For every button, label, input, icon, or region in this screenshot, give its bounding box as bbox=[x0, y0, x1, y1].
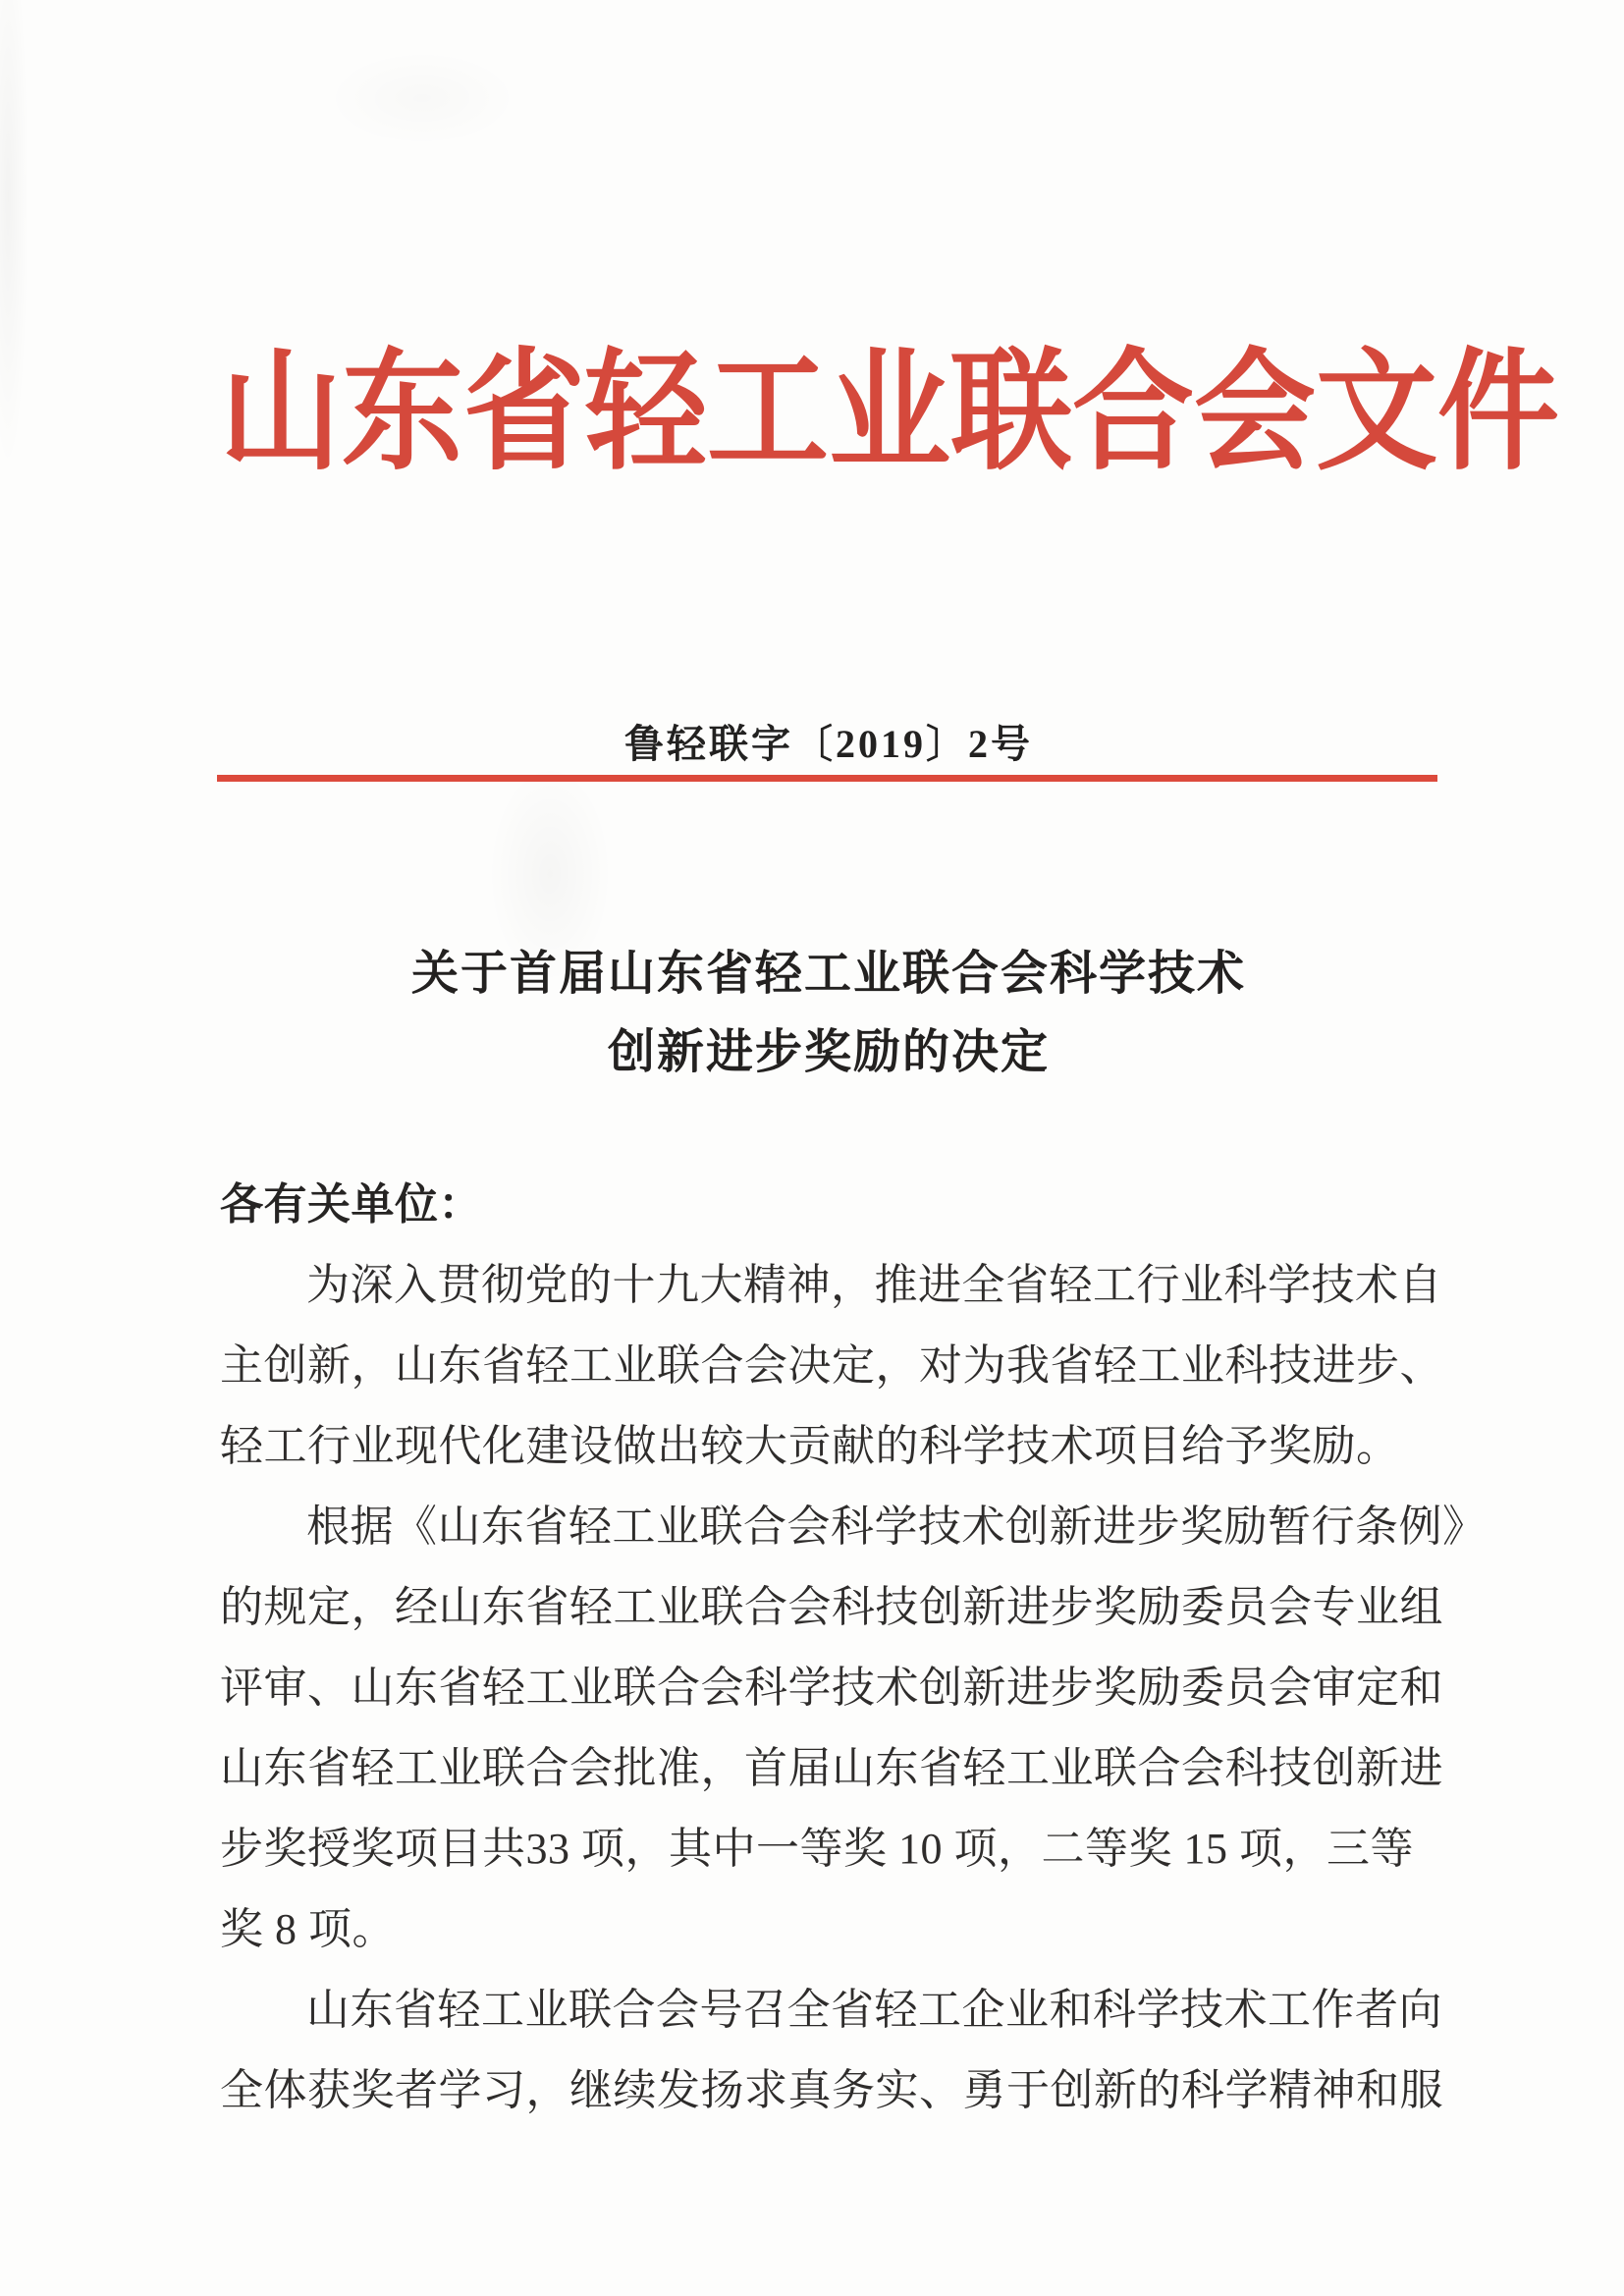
body-line: 主创新，山东省轻工业联合会决定，对为我省轻工业科技进步、 bbox=[220, 1341, 1443, 1390]
letterhead-org-title: 山东省轻工业联合会文件 bbox=[220, 339, 1560, 486]
document-title-line2: 创新进步奖励的决定 bbox=[607, 1026, 1050, 1078]
body-lines bbox=[220, 1245, 1487, 2131]
salutation: 各有关单位： bbox=[220, 1180, 482, 1229]
body-line: 根据《山东省轻工业联合会科学技术创新进步奖励暂行条例》 bbox=[306, 1503, 1487, 1551]
document-title-line1: 关于首届山东省轻工业联合会科学技术 bbox=[410, 948, 1246, 1000]
body-line: 评审、山东省轻工业联合会科学技术创新进步奖励委员会审定和 bbox=[220, 1664, 1443, 1712]
body-line: 轻工行业现代化建设做出较大贡献的科学技术项目给予奖励。 bbox=[220, 1422, 1400, 1470]
document-number: 鲁轻联字〔2019〕2号 bbox=[624, 722, 1033, 766]
body-line: 山东省轻工业联合会号召全省轻工企业和科学技术工作者向 bbox=[306, 1986, 1442, 2034]
body-line: 山东省轻工业联合会批准，首届山东省轻工业联合会科技创新进 bbox=[220, 1744, 1443, 1792]
document-body bbox=[220, 1165, 1487, 2131]
body-line: 奖 8 项。 bbox=[220, 1905, 396, 1953]
letterhead-red-rule bbox=[217, 775, 1437, 782]
body-line: 的规定，经山东省轻工业联合会科技创新进步奖励委员会专业组 bbox=[220, 1583, 1443, 1631]
body-line: 步奖授奖项目共33 项，其中一等奖 10 项，二等奖 15 项，三等 bbox=[220, 1825, 1414, 1873]
document-title bbox=[220, 935, 1437, 1092]
body-line: 为深入贯彻党的十九大精神，推进全省轻工行业科学技术自 bbox=[306, 1261, 1442, 1309]
body-line: 全体获奖者学习，继续发扬求真务实、勇于创新的科学精神和服 bbox=[220, 2066, 1443, 2114]
